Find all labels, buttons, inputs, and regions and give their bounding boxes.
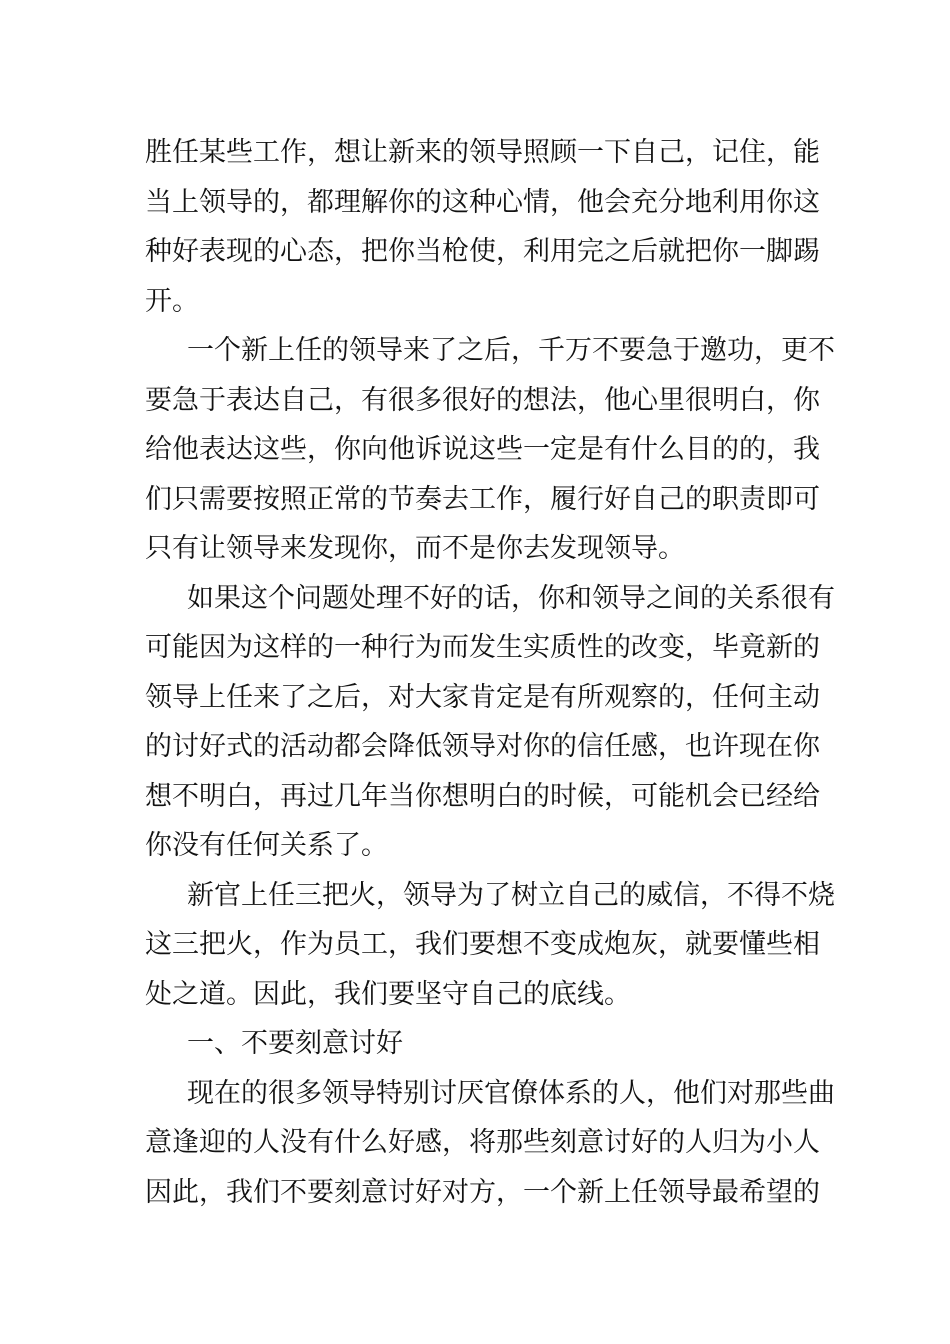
text-line: 如果这个问题处理不好的话，你和领导之间的关系很有: [187, 582, 835, 614]
text-line: 意逢迎的人没有什么好感，将那些刻意讨好的人归为小人: [145, 1127, 820, 1158]
text-line: 给他表达这些，你向他诉说这些一定是有什么目的的，我: [145, 434, 820, 465]
text-line: 可能因为这样的一种行为而发生实质性的改变，毕竟新的: [145, 632, 820, 663]
text-line: 只有让领导来发现你，而不是你去发现领导。: [145, 533, 685, 564]
text-line: 的讨好式的活动都会降低领导对你的信任感，也许现在你: [145, 731, 820, 762]
text-line: 想不明白，再过几年当你想明白的时候，可能机会已经给: [145, 780, 820, 812]
text-line: 种好表现的心态，把你当枪使，利用完之后就把你一脚踢: [145, 236, 820, 267]
text-line: 现在的很多领导特别讨厌官僚体系的人，他们对那些曲: [187, 1077, 835, 1109]
text-line: 你没有任何关系了。: [145, 830, 388, 861]
text-line: 这三把火，作为员工，我们要想不变成炮灰，就要懂些相: [145, 929, 820, 960]
text-line: 新官上任三把火，领导为了树立自己的威信，不得不烧: [187, 879, 835, 911]
text-line: 开。: [145, 285, 199, 317]
text-line: 处之道。因此，我们要坚守自己的底线。: [145, 978, 631, 1010]
text-line: 要急于表达自己，有很多很好的想法，他心里很明白，你: [145, 384, 820, 416]
text-line: 当上领导的，都理解你的这种心情，他会充分地利用你这: [145, 186, 820, 218]
text-line: 领导上任来了之后，对大家肯定是有所观察的，任何主动: [145, 681, 820, 713]
document-body: [145, 128, 835, 1217]
text-line: 一个新上任的领导来了之后，千万不要急于邀功，更不: [187, 335, 835, 366]
text-line: 因此，我们不要刻意讨好对方，一个新上任领导最希望的: [145, 1176, 820, 1208]
text-line: 们只需要按照正常的节奏去工作，履行好自己的职责即可: [145, 483, 820, 515]
text-line: 一、不要刻意讨好: [187, 1028, 403, 1059]
text-line: 胜任某些工作，想让新来的领导照顾一下自己，记住，能: [145, 137, 820, 168]
